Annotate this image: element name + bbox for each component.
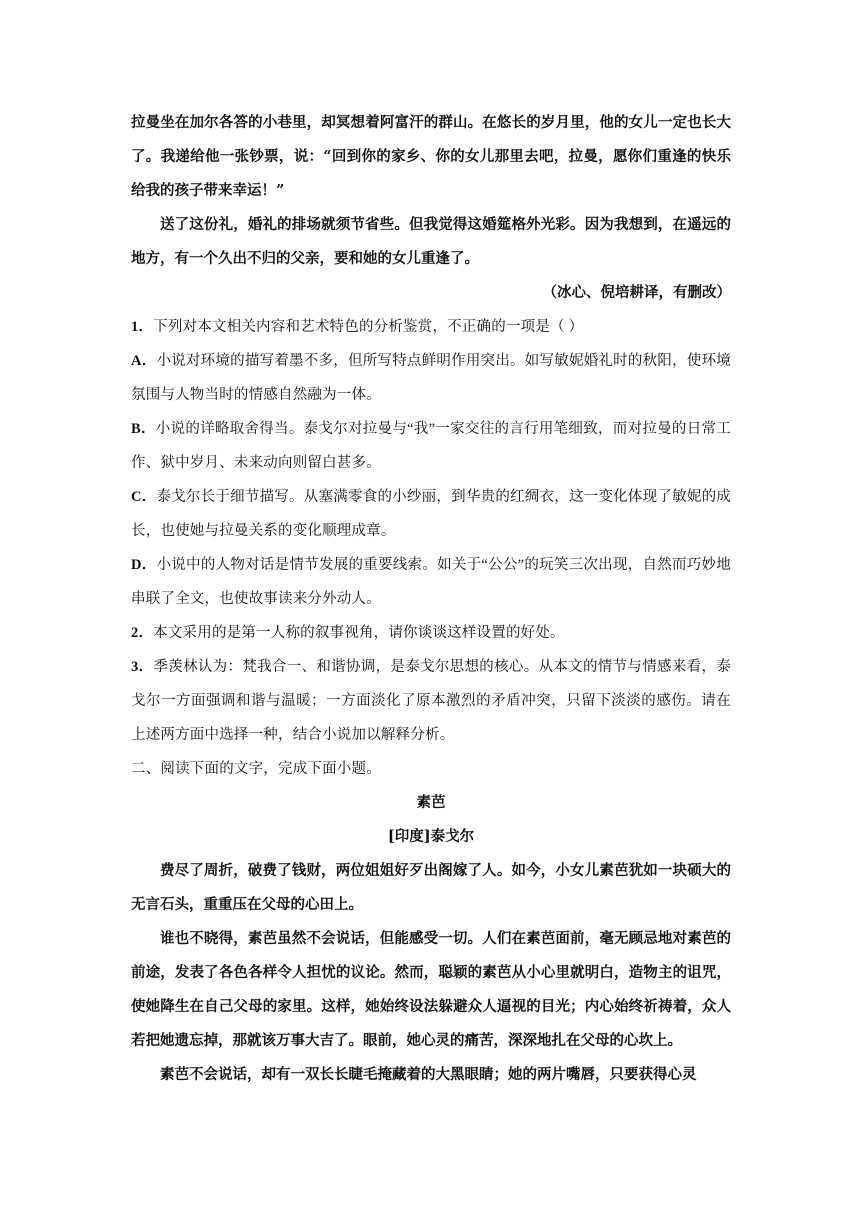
question-1-option-d xyxy=(131,548,731,616)
document-page xyxy=(131,106,731,1092)
question-1-option-c xyxy=(131,480,731,548)
passage2-author: [印度]泰戈尔 xyxy=(387,828,475,845)
question-1-text: 下列对本文相关内容和艺术特色的分析鉴赏，不正确的一项是（ ） xyxy=(153,319,584,335)
option-c-text: 泰戈尔长于细节描写。从塞满零食的小纱丽，到华贵的红绸衣，这一变化体现了敏妮的成长，也使她与拉曼关系的变化顺理成章。 xyxy=(131,489,732,539)
section-2-heading: 二、阅读下面的文字，完成下面小题。 xyxy=(131,761,381,777)
question-3-text: 季羡林认为：梵我合一、和谐协调，是泰戈尔思想的核心。从本文的情节与情感来看，泰戈尔一方面强调和谐与温暖；一方面淡化了原本激烈的矛盾冲突，只留下淡淡的感伤。请在上述两方面中选择一种，结合小说加以解释分析。 xyxy=(131,659,732,743)
option-c-label: C． xyxy=(131,489,157,505)
option-a-text: 小说对环境的描写着墨不多，但所写特点鲜明作用突出。如写敏妮婚礼时的秋阳，使环境氛围与人物当时的情感自然融为一体。 xyxy=(131,353,732,403)
question-2-number: 2． xyxy=(131,625,154,641)
passage1-paragraph-1: 拉曼坐在加尔各答的小巷里，却冥想着阿富汗的群山。在悠长的岁月里，他的女儿一定也长大了。我递给他一张钞票，说：“回到你的家乡、你的女儿那里去吧，拉曼，愿你们重逢的快乐给我的孩子带来幸运！” xyxy=(131,114,731,199)
question-3-number: 3． xyxy=(131,659,154,675)
passage2-paragraph-1: 费尽了周折，破费了钱财，两位姐姐好歹出阁嫁了人。如今，小女儿素芭犹如一块硕大的无言石头，重重压在父母的心田上。 xyxy=(131,862,731,913)
option-a-label: A． xyxy=(131,353,157,369)
option-d-text: 小说中的人物对话是情节发展的重要线索。如关于“公公”的玩笑三次出现，自然而巧妙地串联了全文，也使故事读来分外动人。 xyxy=(131,557,731,607)
question-1-option-b xyxy=(131,412,731,480)
question-3 xyxy=(131,650,731,752)
question-1-number: 1． xyxy=(131,319,154,335)
question-2 xyxy=(131,616,731,650)
passage1-paragraph-2: 送了这份礼，婚礼的排场就须节省些。但我觉得这婚筵格外光彩。因为我想到，在遥远的地方，有一个久出不归的父亲，要和她的女儿重逢了。 xyxy=(131,216,731,267)
question-1-option-a xyxy=(131,344,731,412)
option-b-text: 小说的详略取舍得当。泰戈尔对拉曼与“我”一家交往的言行用笔细致，而对拉曼的日常工作、狱中岁月、未来动向则留白甚多。 xyxy=(131,421,731,471)
question-1-stem xyxy=(131,310,731,344)
passage2-paragraph-3: 素芭不会说话，却有一双长长睫毛掩藏着的大黑眼睛；她的两片嘴唇，只要获得心灵 xyxy=(160,1066,697,1083)
passage2-title: 素芭 xyxy=(416,794,446,811)
option-b-label: B． xyxy=(131,421,156,437)
question-2-text: 本文采用的是第一人称的叙事视角，请你谈谈这样设置的好处。 xyxy=(153,625,565,641)
option-d-label: D． xyxy=(131,557,157,573)
passage2-paragraph-2: 谁也不晓得，素芭虽然不会说话，但能感受一切。人们在素芭面前，毫无顾忌地对素芭的前途，发表了各色各样令人担忧的议论。然而，聪颖的素芭从小心里就明白，造物主的诅咒，使她降生在自己父母的家里。这样，她始终设法躲避众人逼视的目光；内心始终祈祷着，众人若把她遗忘掉，那就该万事大吉了。眼前，她心灵的痛苦，深深地扎在父母的心坎上。 xyxy=(131,930,731,1049)
passage1-source: （冰心、倪培耕译，有删改） xyxy=(542,284,731,301)
